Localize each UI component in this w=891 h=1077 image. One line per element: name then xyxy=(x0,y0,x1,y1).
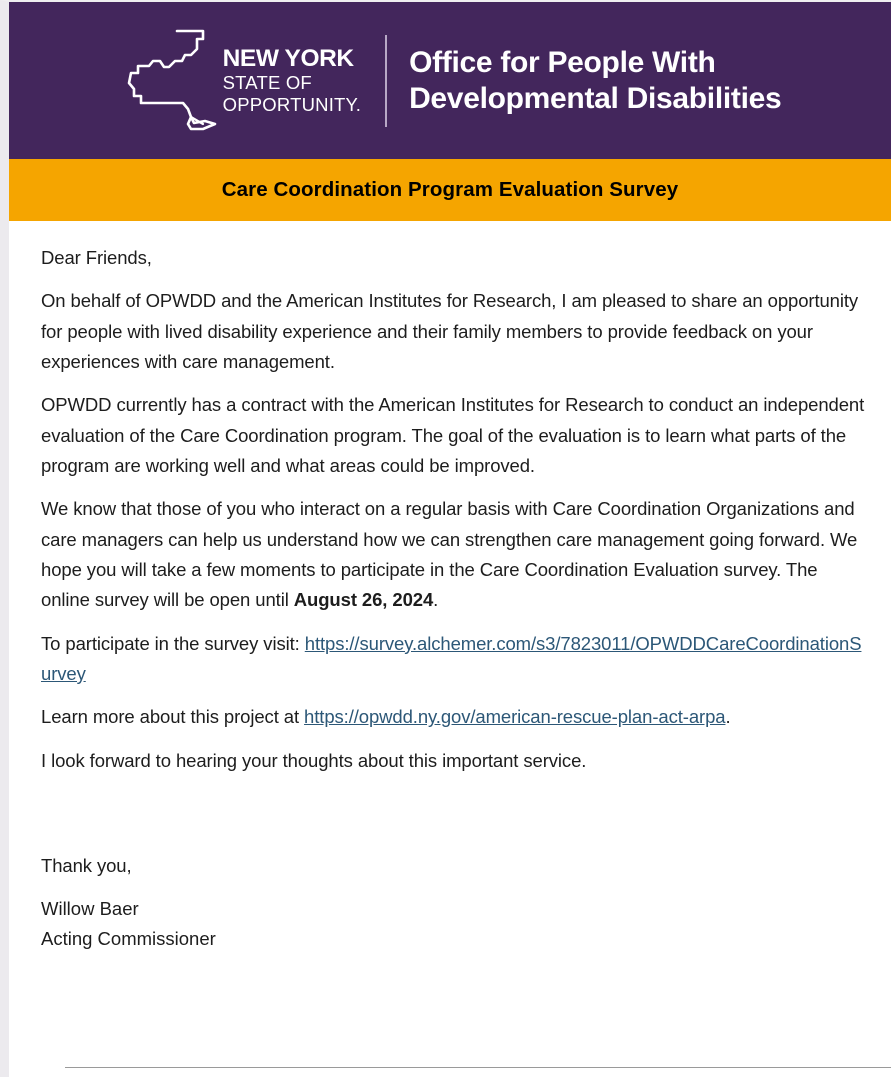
new-york-logo-wordmark xyxy=(222,44,362,115)
brand-lockup xyxy=(125,25,782,137)
brand-divider xyxy=(385,35,387,127)
signer-name: Willow Baer xyxy=(41,898,139,920)
agency-title xyxy=(409,45,781,115)
signer-title: Acting Commissioner xyxy=(41,928,216,950)
logo-line-state-of: STATE OF xyxy=(222,72,312,94)
new-york-state-logo xyxy=(125,25,361,137)
footer-divider xyxy=(65,1067,891,1068)
survey-deadline-date: August 26, 2024 xyxy=(293,589,434,611)
banner-title: Care Coordination Program Evaluation Survey xyxy=(221,178,679,201)
paragraph-1: On behalf of OPWDD and the American Institutes for Research, I am pleased to share an opportunity for people with lived disability experience and their family members to provide feedback on your experiences with care management. xyxy=(41,290,859,372)
paragraph-3 xyxy=(41,494,865,615)
project-link-trailing-period: . xyxy=(725,706,731,728)
salutation: Dear Friends, xyxy=(41,247,152,268)
closing-statement: I look forward to hearing your thoughts about this important service. xyxy=(41,749,587,771)
agency-title-line-2: Developmental Disabilities xyxy=(409,81,782,115)
survey-link-lead-in: To participate in the survey visit: xyxy=(41,632,305,654)
masthead-header xyxy=(9,2,891,159)
paragraph-3-text-a: We know that those of you who interact on a regular basis with Care Coordination Organizations and care managers can help us understand how we can strengthen care management going forward. We hope you will take a few moments to participate in the Care Coordination Evaluation survey. The online survey will be open until xyxy=(41,498,858,611)
logo-line-new-york: NEW YORK xyxy=(222,44,354,72)
new-york-state-outline-icon xyxy=(125,25,221,137)
survey-link[interactable]: https://survey.alchemer.com/s3/7823011/OPWDDCareCoordinationSurvey xyxy=(41,632,862,684)
project-link-lead-in: Learn more about this project at xyxy=(41,706,305,728)
agency-title-line-1: Office for People With xyxy=(409,46,716,80)
survey-banner xyxy=(9,159,891,221)
paragraph-3-text-b: . xyxy=(433,589,439,611)
survey-link-paragraph xyxy=(41,629,865,690)
thank-you-line: Thank you, xyxy=(41,854,132,876)
project-info-link[interactable]: https://opwdd.ny.gov/american-rescue-plan-act-arpa xyxy=(304,706,726,728)
signature-spacer xyxy=(41,789,865,851)
letter-body xyxy=(9,221,891,954)
logo-line-opportunity: OPPORTUNITY. xyxy=(222,93,362,115)
project-link-paragraph xyxy=(41,702,865,732)
letter-content xyxy=(41,243,865,954)
signature-block xyxy=(41,894,865,954)
paragraph-2: OPWDD currently has a contract with the American Institutes for Research to conduct an independent evaluation of the Care Coordination program. The goal of the evaluation is to learn what parts of the program are working well and what areas could be improved. xyxy=(41,394,865,476)
